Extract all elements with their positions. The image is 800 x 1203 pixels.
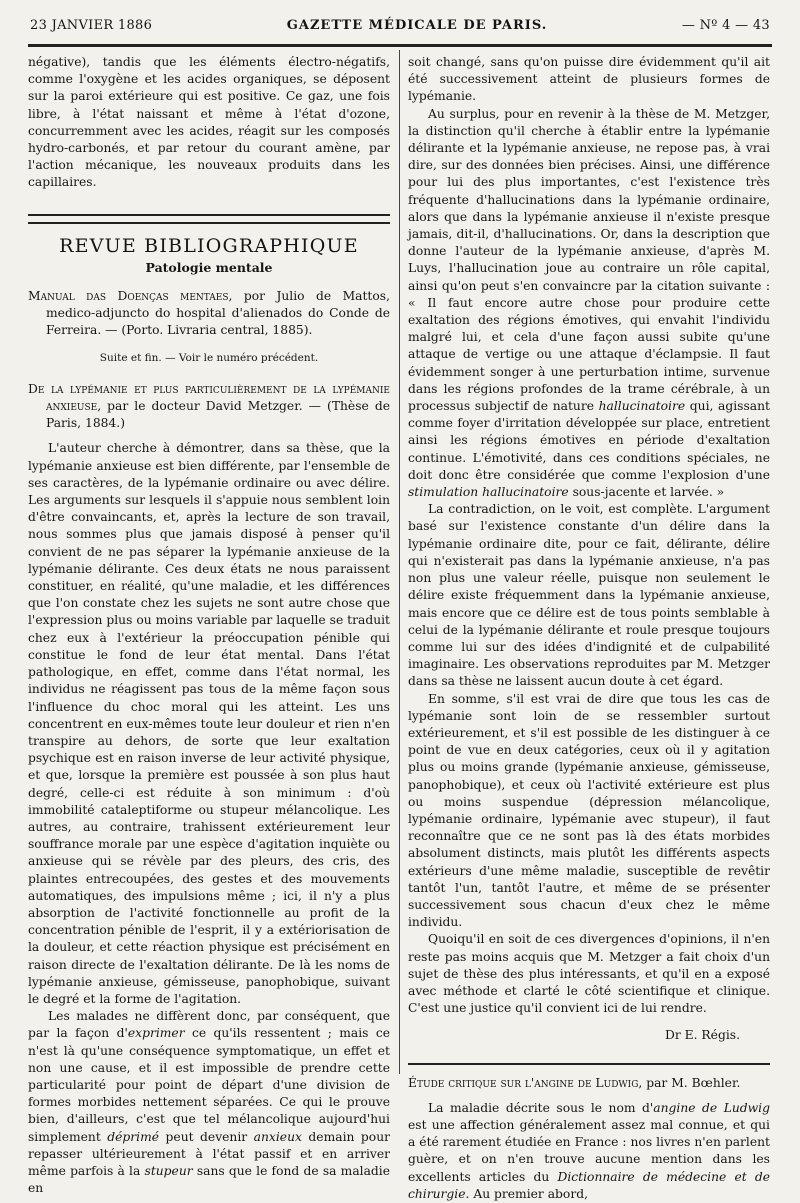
biblio-title: De la lypémanie et plus particulièrement de la lypémanie anxieuse [28, 381, 390, 414]
biblio-details: , par M. Bœhler. [638, 1075, 741, 1090]
section-subtitle: Patologie mentale [145, 259, 273, 275]
biblio-title: Étude critique sur l'angine de Ludwig [408, 1075, 639, 1090]
header-title: GAZETTE MÉDICALE DE PARIS. [286, 18, 548, 33]
section-title: REVUE BIBLIOGRAPHIQUE [59, 234, 359, 257]
biblio-entry-metzger [28, 381, 390, 433]
body-paragraph: L'auteur cherche à démontrer, dans sa thèse, que la lypémanie anxieuse est bien différente, par l'ensemble de ses caractères, de la lypémanie ordinaire ou avec délire. Les arguments sur lesquels il s'appuie nous semblent loin d'être convaincants, et, après la lecture de son travail, nous sommes plus que jamais disposé à penser qu'il convient de ne pas séparer la lypémanie anxieuse de la lypémanie délirante. Ces deux états ne nous paraissent constituer, en réalité, qu'une maladie, et les différences que l'on constate chez les sujets ne sont autre chose que l'expression plus ou moins variable par laquelle se traduit chez eux à l'extérieur la préoccupation pénible qui constitue le fond de leur état mental. Dans l'état pathologique, en effet, comme dans l'état normal, les individus ne réagissent pas tous de la même façon sous l'influence du choc moral qui les atteint. Les uns concentrent en eux-mêmes toute leur douleur et rien n'en transpire au dehors, de sorte que leur exaltation psychique est en raison inverse de leur activité physique, et que, lorsque la première est poussée à son plus haut degré, celle-ci est réduite à son minimum : d'où immobilité cataleptiforme ou stupeur mélancolique. Les autres, au contraire, trahissent extérieurement leur souffrance morale par une espèce d'agitation inquiète ou anxieuse qui se révèle par des pleurs, des cris, des plaintes entrecoupées, des gestes et des mouvements automatiques, des impulsions même ; ici, il n'y a plus absorption de l'activité fonctionnelle au profit de la concentration pénible de l'esprit, il y a extériorisation de la douleur, et cette réaction physique est précisément en raison directe de l'exaltation délirante. De là les noms de lypémanie anxieuse, gémisseuse, panophobique, suivant le degré et la forme de l'agitation. [28, 441, 390, 1006]
body-paragraph: En somme, s'il est vrai de dire que tous les cas de lypémanie sont loin de se ressembler surtout extérieurement, et s'il est possible de les distinguer à ce point de vue en deux catégories, ceux où il y agitation plus ou moins grande (lypémanie anxieuse, gémisseuse, panophobique), et ceux où l'activité extérieure est plus ou moins suspendue (dépression mélancolique, lypémanie ordinaire, lypémanie avec stupeur), il faut reconnaître que ce ne sont pas là des états morbides absolument distincts, mais plutôt les différents aspects extérieurs d'une même maladie, susceptible de revêtir tantôt l'un, tantôt l'autre, et même de se présenter successivement sous chacun d'eux chez le même individu. [408, 691, 770, 930]
header-date: 23 JANVIER 1886 [30, 18, 153, 33]
biblio-entry-boehler [408, 1075, 770, 1092]
header-issue-page: — Nº 4 — 43 [681, 18, 770, 33]
biblio-entry-mattos [28, 288, 390, 340]
article-separator [408, 1063, 770, 1065]
body-paragraph: Quoiqu'il en soit de ces divergences d'opinions, il n'en reste pas moins acquis que M. Metzger a fait choix d'un sujet de thèse des plus intéressants, et qu'il en a exposé avec méthode et clarté le côté scientifique et clinique. C'est une justice qu'il convient ici de lui rendre. [408, 932, 770, 1016]
biblio-details: , par le docteur David Metzger. — (Thèse de Paris, 1884.) [46, 399, 390, 431]
right-column [408, 54, 770, 1201]
continuation-note: Suite et fin. — Voir le numéro précédent. [99, 351, 319, 364]
author-signature: Dr E. Régis. [664, 1028, 740, 1043]
body-paragraph: Les malades ne diffèrent donc, par conséquent, que par la façon d'exprimer ce qu'ils ressentent ; mais ce n'est là qu'une conséquence symptomatique, un effet et non une cause, et il est impossible de prendre cette particularité pour point de départ d'une division de formes morbides nettement séparées. Ce qui le prouve bien, d'ailleurs, c'est que tel mélancolique aujourd'hui simplement déprimé peut devenir anxieux demain pour repasser ultérieurement à l'état passif et en arriver même parfois à la stupeur sans que le fond de sa maladie en [28, 1009, 391, 1196]
header-rule [28, 44, 772, 47]
column-divider [399, 50, 400, 1074]
biblio-title: Manual das Doenças mentaes [28, 289, 229, 304]
section-double-rule [28, 214, 390, 224]
page-header [30, 18, 770, 40]
body-paragraph: La maladie décrite sous le nom d'angine de Ludwig est une affection généralement assez mal connue, et qui a été rarement étudiée en France : nos livres n'en parlent guère, et on n'en trouve aucune mention dans les excellents articles du Dictionnaire de médecine et de chirurgie. Au premier abord, [408, 1100, 770, 1201]
biblio-details: , por Julio de Mattos, medico-adjuncto do hospital d'alienados do Conde de Ferreira. — (Porto. Livraria central, 1885). [46, 289, 390, 338]
body-paragraph: Au surplus, pour en revenir à la thèse de M. Metzger, la distinction qu'il cherche à établir entre la lypémanie délirante et la lypémanie anxieuse, ne repose pas, à vrai dire, sur des données bien précises. Ainsi, une différence pour lui des plus importantes, c'est l'existence très fréquente d'hallucinations dans la lypémanie ordinaire, alors que dans la lypémanie anxieuse il n'existe presque jamais, dit-il, d'hallucinations. Or, dans la description que donne l'auteur de la lypémanie anxieuse, d'après M. Luys, l'hallucination joue au contraire un rôle capital, ainsi qu'on peut s'en convaincre par la citation suivante : « Il faut encore autre chose pour produire cette exaltation des régions émotives, qui envahit l'individu malgré lui, et cela d'une façon aussi subite qu'une attaque de vertige ou une attaque d'éclampsie. Il faut évidemment songer à une perturbation intime, survenue dans les régions profondes de la trame cérébrale, à un processus subjectif de nature hallucinatoire qui, agissant comme foyer d'irritation développée sur place, entretient ainsi les régions émotives en période d'exaltation continue. L'émotivité, dans ces conditions spéciales, ne doit donc être considérée que comme l'explosion d'une stimulation hallucinatoire sous-jacente et larvée. » [408, 106, 770, 500]
continued-paragraph: soit changé, sans qu'on puisse dire évidemment qu'il ait été successivement atteint de plusieurs formes de lypémanie. [408, 55, 770, 104]
body-paragraph: La contradiction, on le voit, est complète. L'argument basé sur l'existence constante d'un délire dans la lypémanie ordinaire dite, pour ce fait, délirante, délire qui n'existerait pas dans la lypémanie anxieuse, n'a pas non plus une valeur réelle, puisque non seulement le délire existe fréquemment dans la lypémanie anxieuse, mais encore que ce délire est de tous points semblable à celui de la lypémanie délirante et roule presque toujours comme lui sur des idées d'indignité et de culpabilité imaginaire. Les observations reproduites par M. Metzger dans sa thèse ne laissent aucun doute à cet égard. [408, 502, 770, 689]
intro-paragraph: négative), tandis que les éléments électro-négatifs, comme l'oxygène et les acides organiques, se déposent sur la paroi extérieure qui est positive. Ce gaz, une fois libre, à l'état naissant et même à l'état d'ozone, concurremment avec les acides, réagit sur les composés hydro-carbonés, et par retour du courant amène, par l'action mécanique, les nouveaux produits dans les capillaires. [28, 55, 390, 190]
left-column [28, 54, 391, 1196]
